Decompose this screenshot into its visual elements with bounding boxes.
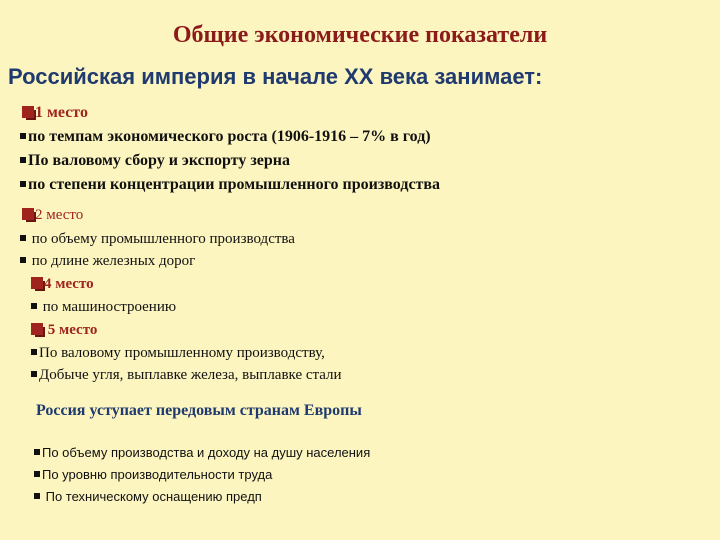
list-item: По валовому сбору и экспорту зерна — [20, 152, 290, 170]
list-item: по машиностроению — [31, 299, 176, 316]
bullet-icon — [20, 157, 26, 163]
bullet-icon — [31, 371, 37, 377]
page-subtitle: Российская империя в начале XX века занимает: — [8, 64, 543, 89]
section-heading-2: 2 место — [22, 207, 83, 224]
list-item: по темпам экономического роста (1906-1916 – 7% в год) — [20, 128, 431, 146]
bullet-icon — [20, 181, 26, 187]
page-title: Общие экономические показатели — [172, 22, 548, 48]
bullet-icon — [20, 257, 26, 263]
square-bullet-icon — [22, 208, 34, 220]
bullet-icon — [34, 493, 40, 499]
square-bullet-icon — [31, 323, 43, 335]
section-heading-5: 5 место — [31, 322, 97, 339]
bullet-icon — [31, 349, 37, 355]
list-item: По уровню производительности труда — [34, 467, 272, 482]
list-item: По валовому промышленному производству, — [31, 345, 325, 362]
bullet-icon — [34, 471, 40, 477]
square-bullet-icon — [31, 277, 43, 289]
bullet-icon — [34, 449, 40, 455]
behind-heading: Россия уступает передовым странам Европы — [36, 402, 362, 419]
list-item: По объему производства и доходу на душу населения — [34, 445, 370, 460]
list-item: по степени концентрации промышленного производства — [20, 176, 440, 194]
section-heading-4: 4 место — [31, 276, 94, 293]
list-item: по объему промышленного производства — [20, 231, 295, 248]
bullet-icon — [20, 235, 26, 241]
list-item: по длине железных дорог — [20, 253, 195, 270]
bullet-icon — [20, 133, 26, 139]
list-item: По техническому оснащению предп — [34, 489, 262, 504]
square-bullet-icon — [22, 106, 34, 118]
list-item: Добыче угля, выплавке железа, выплавке стали — [31, 367, 342, 384]
section-heading-1: 1 место — [22, 104, 88, 122]
bullet-icon — [31, 303, 37, 309]
